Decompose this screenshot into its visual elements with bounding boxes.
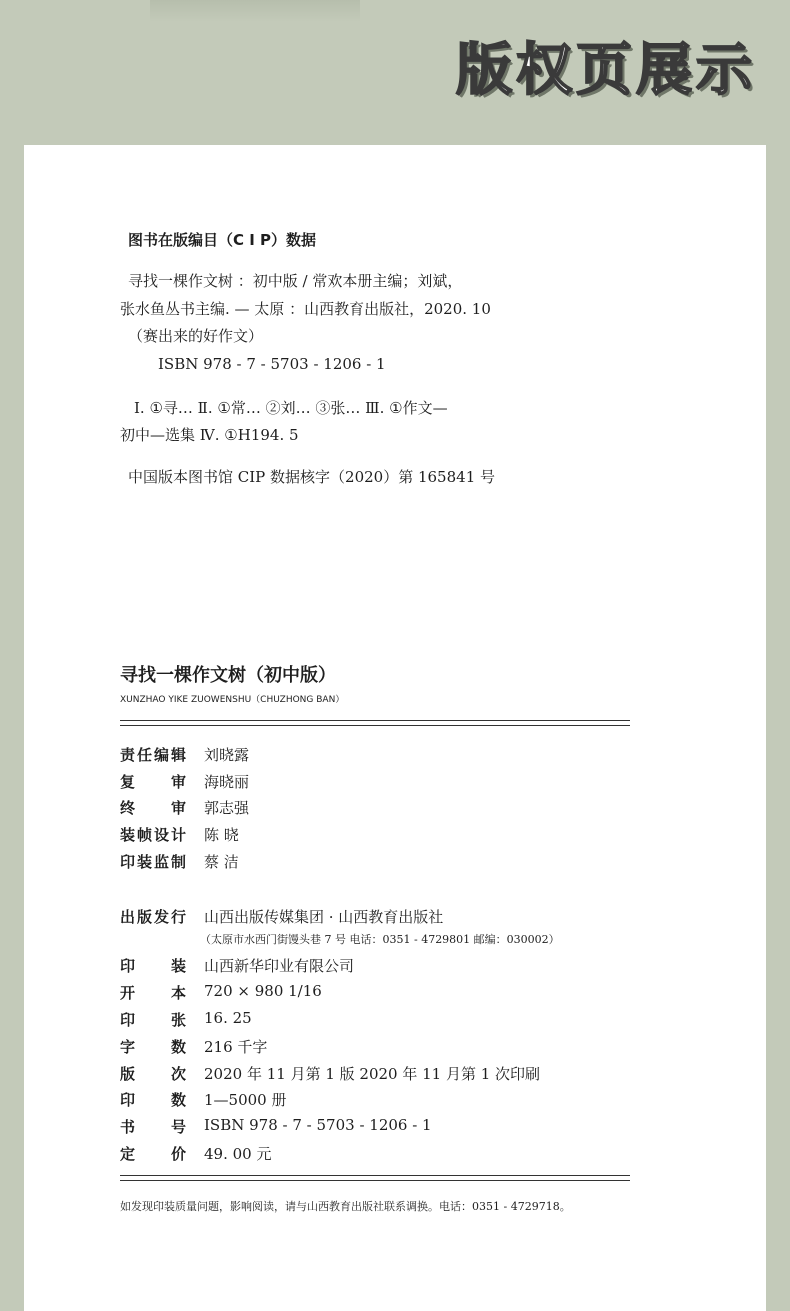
cip-classification: 初中—选集 Ⅳ. ①H194. 5	[120, 426, 299, 444]
cip-classification: Ⅰ. ①寻… Ⅱ. ①常… ②刘… ③张… Ⅲ. ①作文—	[134, 399, 448, 417]
copyright-page	[24, 145, 766, 1311]
staff-label: 终 审	[120, 799, 186, 817]
double-rule	[120, 720, 630, 726]
spec-label: 印 数	[120, 1091, 186, 1109]
cip-isbn: ISBN 978 - 7 - 5703 - 1206 - 1	[158, 355, 386, 373]
staff-value: 蔡 洁	[204, 853, 239, 871]
spec-value: ISBN 978 - 7 - 5703 - 1206 - 1	[204, 1116, 432, 1134]
book-title: 寻找一棵作文树（初中版）	[120, 665, 336, 686]
double-rule	[120, 1175, 630, 1181]
book-pinyin-title: XUNZHAO YIKE ZUOWENSHU（CHUZHONG BAN）	[120, 695, 345, 705]
spec-label: 字 数	[120, 1038, 186, 1056]
spec-label: 书 号	[120, 1118, 186, 1136]
cip-line: 寻找一棵作文树 ：初中版 / 常欢本册主编；刘斌，	[128, 272, 463, 290]
banner-title: 版权页展示	[456, 38, 756, 103]
staff-value: 海晓丽	[204, 773, 250, 791]
spec-value: 16. 25	[204, 1009, 252, 1027]
banner-photo-edge	[150, 0, 360, 22]
spec-value: 216 千字	[204, 1038, 268, 1056]
staff-label: 复 审	[120, 773, 186, 791]
spec-value: 2020 年 11 月第 1 版 2020 年 11 月第 1 次印刷	[204, 1065, 541, 1083]
publisher-name: 山西出版传媒集团 · 山西教育出版社	[204, 908, 444, 926]
spec-value: 720 × 980 1/16	[204, 982, 322, 1000]
staff-value: 陈 晓	[204, 826, 239, 844]
publisher-address: （太原市水西门街馒头巷 7 号 电话：0351 - 4729801 邮编：030002）	[200, 933, 560, 946]
cip-heading: 图书在版编目（C I P）数据	[128, 231, 317, 249]
staff-label: 责 任 编 辑	[120, 746, 186, 764]
cip-line: （赛出来的好作文）	[128, 327, 264, 345]
banner	[0, 0, 790, 145]
publisher-label: 出 版 发 行	[120, 908, 186, 926]
spec-value: 49. 00 元	[204, 1145, 272, 1163]
spec-label: 印 装	[120, 957, 186, 975]
spec-label: 印 张	[120, 1011, 186, 1029]
spec-value: 山西新华印业有限公司	[204, 957, 355, 975]
footer-notice: 如发现印装质量问题，影响阅读，请与山西教育出版社联系调换。电话：0351 - 4729718。	[120, 1200, 571, 1213]
staff-value: 刘晓露	[204, 746, 250, 764]
staff-label: 装 帧 设 计	[120, 826, 186, 844]
spec-label: 定 价	[120, 1145, 186, 1163]
staff-label: 印 装 监 制	[120, 853, 186, 871]
cip-line: 张水鱼丛书主编. — 太原 ：山西教育出版社，2020. 10	[120, 300, 491, 318]
staff-value: 郭志强	[204, 799, 250, 817]
spec-value: 1—5000 册	[204, 1091, 287, 1109]
cip-verification: 中国版本图书馆 CIP 数据核字（2020）第 165841 号	[128, 468, 496, 486]
spec-label: 版 次	[120, 1065, 186, 1083]
spec-label: 开 本	[120, 984, 186, 1002]
